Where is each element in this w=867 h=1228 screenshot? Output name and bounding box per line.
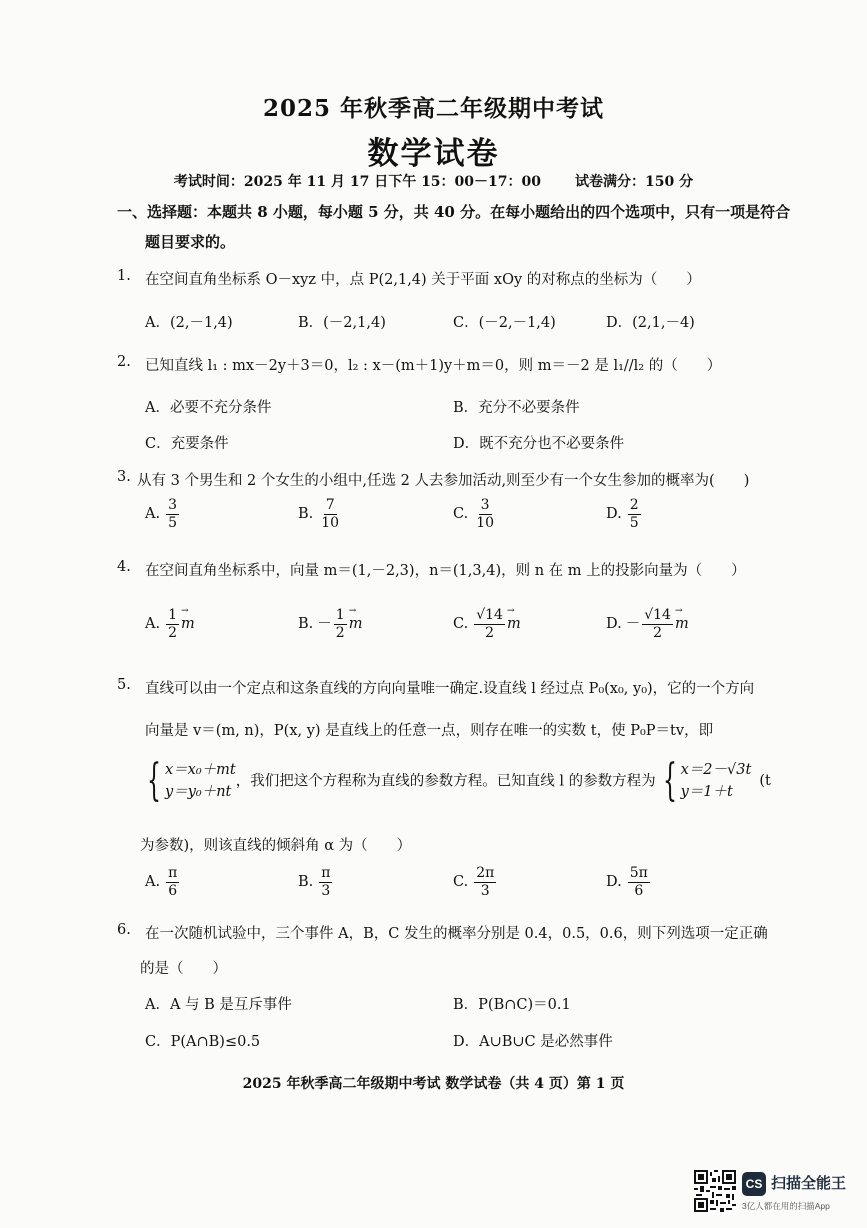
q2-option-d: D．既不充分也不必要条件 bbox=[453, 436, 625, 452]
q6-option-d: D．A∪B∪C 是必然事件 bbox=[453, 1034, 613, 1050]
q4-option-c: C. $\frac{√14}{2}$ → m bbox=[453, 608, 521, 640]
camscanner-tagline: 3亿人都在用的扫描App bbox=[742, 1201, 830, 1211]
fraction: $\frac{3}{10}$ bbox=[476, 497, 495, 531]
q4-option-b: B. － $\frac{1}{2}$ → m bbox=[298, 608, 362, 640]
q3-stem: 从有 3 个男生和 2 个女生的小组中,任选 2 人去参加活动,则至少有一个女生参加的概率为( ) bbox=[137, 473, 750, 489]
q5-option-b: B. $\frac{\pi}{3}$ bbox=[298, 865, 331, 899]
q5-line1: 直线可以由一个定点和这条直线的方向向量唯一确定.设直线 l 经过点 P₀(x₀, y₀)，它的一个方向 bbox=[145, 681, 755, 697]
q4-option-d: D. － $\frac{√14}{2}$ → m bbox=[606, 608, 689, 640]
q5-line4: 为参数)，则该直线的倾斜角 α 为（ ） bbox=[140, 838, 412, 854]
q1-option-a: A．(2,－1,4) bbox=[145, 315, 233, 331]
q6-number: 6. bbox=[117, 922, 131, 938]
q2-option-c: C．充要条件 bbox=[145, 436, 229, 452]
fraction: $\frac{\pi}{6}$ bbox=[168, 865, 178, 899]
full-score: 试卷满分：150 分 bbox=[575, 174, 694, 190]
option-key: C. bbox=[453, 506, 469, 523]
q2-stem: 已知直线 l₁ : mx－2y＋3＝0，l₂ : x－(m＋1)y＋m＝0，则 m＝－2 是 l₁//l₂ 的（ ） bbox=[145, 358, 722, 374]
q2-number: 2. bbox=[117, 354, 131, 370]
q5-option-d: D. $\frac{5\pi}{6}$ bbox=[606, 865, 648, 899]
vector-m: → m bbox=[181, 616, 195, 632]
q6-option-b: B．P(B∩C)＝0.1 bbox=[453, 997, 571, 1013]
q5-number: 5. bbox=[117, 677, 131, 693]
q1-stem: 在空间直角坐标系 O－xyz 中，点 P(2,1,4) 关于平面 xOy 的对称点的坐标为（ ） bbox=[145, 272, 701, 288]
fraction: $\frac{2}{5}$ bbox=[629, 497, 639, 531]
q4-option-a: A. $\frac{1}{2}$ → m bbox=[145, 608, 195, 640]
option-key: B. bbox=[298, 506, 314, 523]
q3-option-c bbox=[453, 498, 498, 530]
q3-number: 3. bbox=[117, 469, 131, 485]
exam-time: 考试时间：2025 年 11 月 17 日下午 15：00－17：00 bbox=[173, 174, 541, 190]
q6-option-c: C．P(A∩B)≤0.5 bbox=[145, 1034, 261, 1050]
q4-number: 4. bbox=[117, 559, 131, 575]
q4-stem: 在空间直角坐标系中，向量 m＝(1,－2,3)，n＝(1,3,4)，则 n 在 m 上的投影向量为（ ） bbox=[145, 563, 746, 579]
section-heading: 一、选择题：本题共 8 小题，每小题 5 分，共 40 分。在每小题给出的四个选项中，只有一项是符合 bbox=[117, 203, 791, 221]
fraction: $\frac{5\pi}{6}$ bbox=[629, 865, 648, 899]
q6-line2: 的是（ ） bbox=[140, 961, 227, 977]
q6-option-a: A．A 与 B 是互斥事件 bbox=[145, 997, 292, 1013]
exam-title: 2025 年秋季高二年级期中考试 bbox=[262, 95, 605, 122]
q1-option-c: C．(－2,－1,4) bbox=[453, 315, 556, 331]
q5-line3: { x＝x₀＋mt y＝y₀＋nt ，我们把这个方程称为直线的参数方程。已知直线 l 的参数方程为 { x＝2－√3t y＝1＋t (t bbox=[140, 759, 771, 804]
param-system-general: { x＝x₀＋mt y＝y₀＋nt bbox=[147, 755, 236, 807]
page-footer: 2025 年秋季高二年级期中考试 数学试卷（共 4 页）第 1 页 bbox=[242, 1076, 625, 1092]
vector-m: → m bbox=[675, 616, 689, 632]
q5-option-a: A. $\frac{\pi}{6}$ bbox=[145, 865, 178, 899]
fraction: $\frac{\pi}{3}$ bbox=[321, 865, 331, 899]
q1-option-d: D．(2,1,－4) bbox=[606, 315, 695, 331]
section-heading-cont: 题目要求的。 bbox=[145, 233, 236, 251]
param-system-given: { x＝2－√3t y＝1＋t bbox=[662, 755, 752, 807]
exam-info bbox=[0, 171, 867, 191]
fraction: $\frac{3}{5}$ bbox=[168, 497, 178, 531]
camscanner-logo: CS bbox=[742, 1172, 766, 1196]
q1-number: 1. bbox=[117, 268, 131, 284]
q5-line2: 向量是 v＝(m, n)，P(x, y) 是直线上的任意一点，则存在唯一的实数 t，使 P₀P＝tv，即 bbox=[145, 723, 714, 739]
q2-option-a: A．必要不充分条件 bbox=[145, 400, 272, 416]
q2-option-b: B．充分不必要条件 bbox=[453, 400, 580, 416]
vector-m: → m bbox=[349, 616, 363, 632]
fraction: $\frac{√14}{2}$ bbox=[644, 607, 671, 641]
vector-m: → m bbox=[507, 616, 521, 632]
subject-title: 数学试卷 bbox=[367, 136, 500, 172]
fraction: $\frac{√14}{2}$ bbox=[476, 607, 503, 641]
q1-option-b: B．(－2,1,4) bbox=[298, 315, 386, 331]
option-key: D. bbox=[606, 506, 622, 523]
q3-option-a bbox=[145, 498, 181, 530]
option-key: A. bbox=[145, 506, 161, 523]
q6-line1: 在一次随机试验中，三个事件 A，B，C 发生的概率分别是 0.4，0.5，0.6，则下列选项一定正确 bbox=[145, 926, 768, 942]
fraction: $\frac{2\pi}{3}$ bbox=[476, 865, 495, 899]
fraction: $\frac{1}{2}$ bbox=[335, 607, 345, 641]
q3-option-d bbox=[606, 498, 643, 530]
fraction: $\frac{1}{2}$ bbox=[168, 607, 178, 641]
camscanner-name: 扫描全能王 bbox=[771, 1175, 847, 1192]
q5-option-c: C. $\frac{2\pi}{3}$ bbox=[453, 865, 495, 899]
fraction: $\frac{7}{10}$ bbox=[321, 497, 340, 531]
q3-option-b bbox=[298, 498, 343, 530]
qr-code-icon bbox=[694, 1170, 736, 1212]
